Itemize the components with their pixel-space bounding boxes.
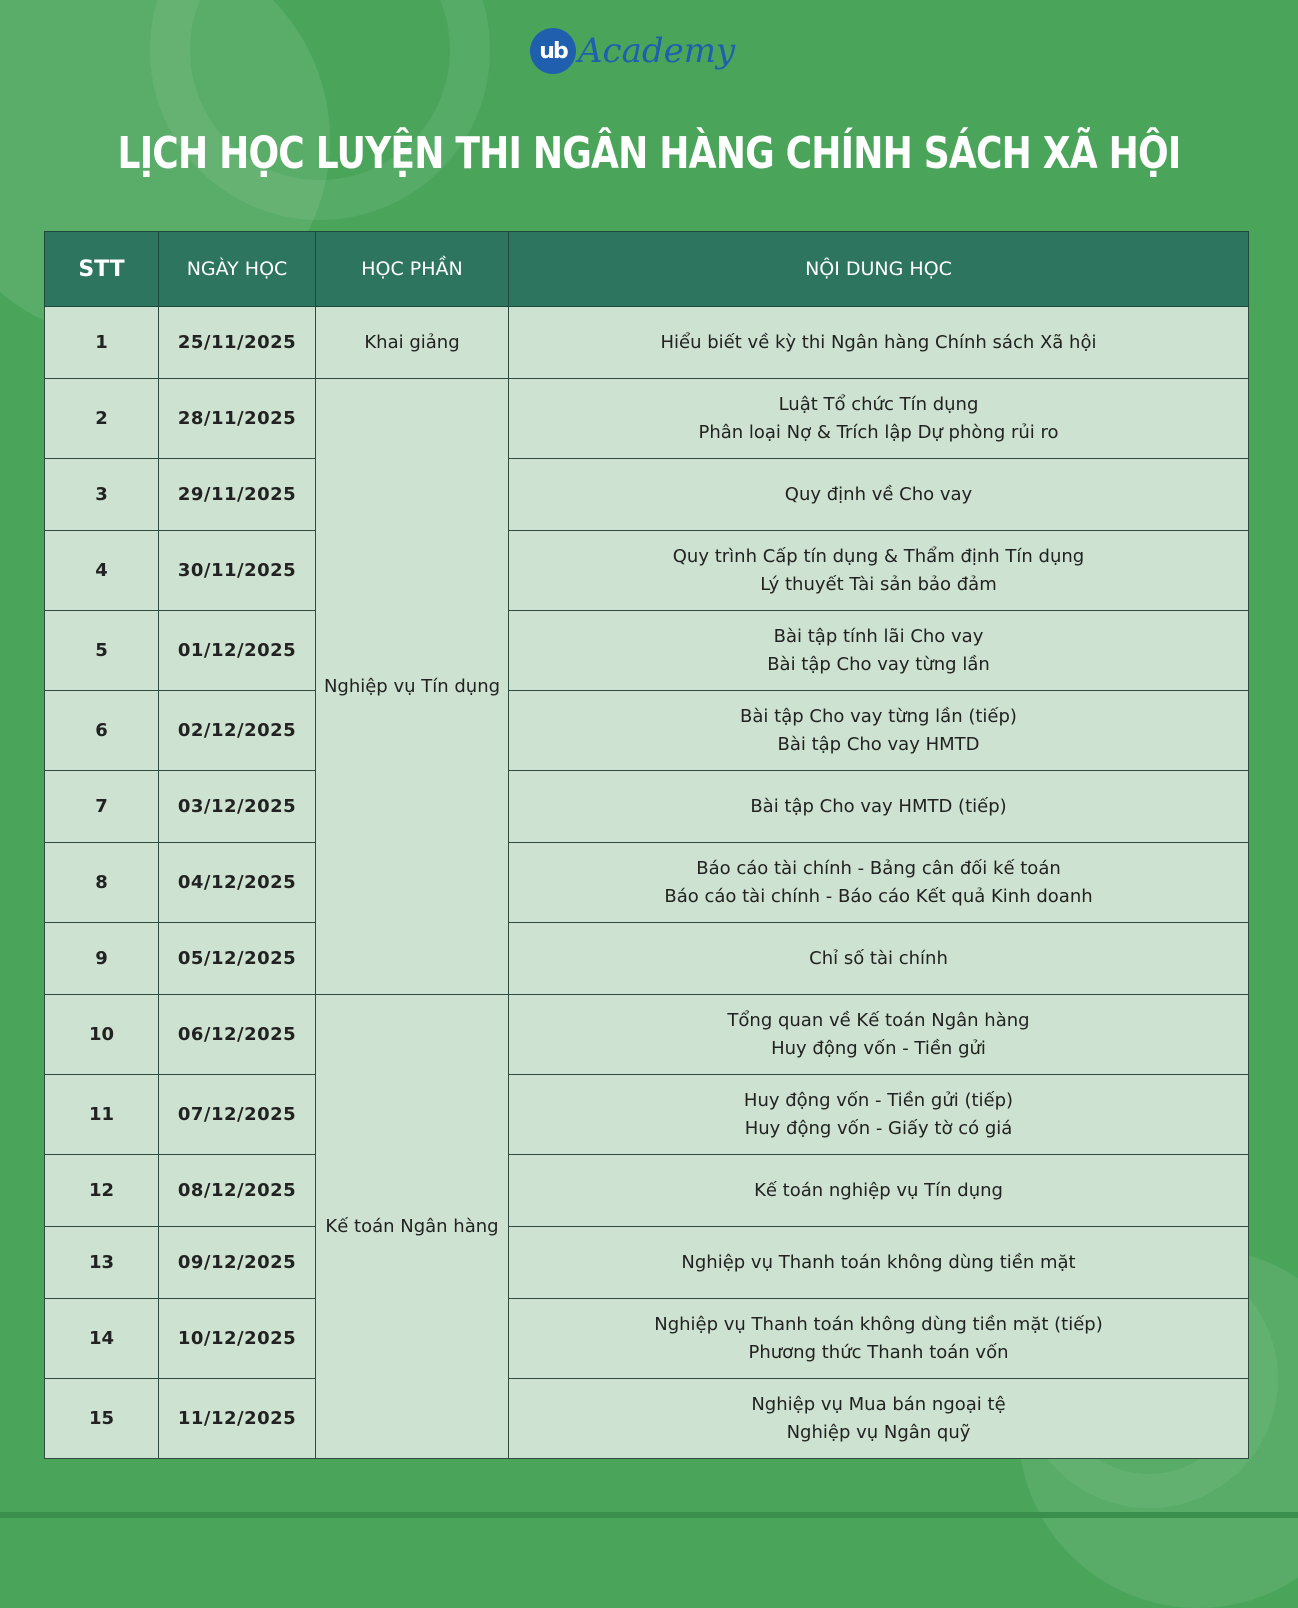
page-title: LỊCH HỌC LUYỆN THI NGÂN HÀNG CHÍNH SÁCH XÃ HỘI [117,128,1181,179]
row-content: Luật Tổ chức Tín dụng Phân loại Nợ & Trích lập Dự phòng rủi ro [509,379,1249,459]
row-date: 02/12/2025 [159,691,316,771]
row-content: Bài tập Cho vay HMTD (tiếp) [509,771,1249,843]
row-date: 09/12/2025 [159,1227,316,1299]
row-date: 01/12/2025 [159,611,316,691]
row-stt: 12 [45,1155,159,1227]
row-stt: 13 [45,1227,159,1299]
row-date: 30/11/2025 [159,531,316,611]
header-date: NGÀY HỌC [159,232,316,307]
header-content: NỘI DUNG HỌC [509,232,1249,307]
row-date: 06/12/2025 [159,995,316,1075]
row-content: Nghiệp vụ Thanh toán không dùng tiền mặt (tiếp) Phương thức Thanh toán vốn [509,1299,1249,1379]
table-row [45,379,1249,459]
row-content: Nghiệp vụ Thanh toán không dùng tiền mặt [509,1227,1249,1299]
table-row [45,1155,1249,1227]
row-date: 04/12/2025 [159,843,316,923]
table-row [45,1075,1249,1155]
table-row [45,1379,1249,1459]
table-row [45,307,1249,379]
row-module: Kế toán Ngân hàng [316,995,509,1459]
row-stt: 2 [45,379,159,459]
table-row [45,459,1249,531]
row-content: Quy định về Cho vay [509,459,1249,531]
logo-text: Academy [578,31,736,71]
row-date: 05/12/2025 [159,923,316,995]
row-content: Bài tập Cho vay từng lần (tiếp) Bài tập Cho vay HMTD [509,691,1249,771]
brand-logo [530,28,735,74]
row-content: Báo cáo tài chính - Bảng cân đối kế toán Báo cáo tài chính - Báo cáo Kết quả Kinh doanh [509,843,1249,923]
row-module: Nghiệp vụ Tín dụng [316,379,509,995]
background-decoration [150,0,490,220]
table-row [45,691,1249,771]
row-stt: 10 [45,995,159,1075]
table-row [45,843,1249,923]
row-content: Bài tập tính lãi Cho vay Bài tập Cho vay từng lần [509,611,1249,691]
row-stt: 14 [45,1299,159,1379]
logo-mark-icon: ub [530,28,576,74]
table-header-row [45,232,1249,307]
header-module: HỌC PHẦN [316,232,509,307]
row-date: 03/12/2025 [159,771,316,843]
row-stt: 8 [45,843,159,923]
row-content: Hiểu biết về kỳ thi Ngân hàng Chính sách Xã hội [509,307,1249,379]
row-content: Kế toán nghiệp vụ Tín dụng [509,1155,1249,1227]
table-row [45,1299,1249,1379]
row-date: 28/11/2025 [159,379,316,459]
row-content: Nghiệp vụ Mua bán ngoại tệ Nghiệp vụ Ngân quỹ [509,1379,1249,1459]
row-stt: 11 [45,1075,159,1155]
row-stt: 3 [45,459,159,531]
row-content: Quy trình Cấp tín dụng & Thẩm định Tín dụng Lý thuyết Tài sản bảo đảm [509,531,1249,611]
table-row [45,531,1249,611]
row-content: Tổng quan về Kế toán Ngân hàng Huy động vốn - Tiền gửi [509,995,1249,1075]
header-stt: STT [45,232,159,307]
bottom-strip [0,1512,1298,1518]
table-row [45,923,1249,995]
row-content: Chỉ số tài chính [509,923,1249,995]
schedule-table [44,231,1249,1459]
row-date: 11/12/2025 [159,1379,316,1459]
row-stt: 6 [45,691,159,771]
row-module: Khai giảng [316,307,509,379]
row-date: 10/12/2025 [159,1299,316,1379]
row-date: 08/12/2025 [159,1155,316,1227]
row-stt: 15 [45,1379,159,1459]
row-content: Huy động vốn - Tiền gửi (tiếp) Huy động vốn - Giấy tờ có giá [509,1075,1249,1155]
row-date: 29/11/2025 [159,459,316,531]
row-stt: 4 [45,531,159,611]
row-stt: 1 [45,307,159,379]
row-stt: 7 [45,771,159,843]
table-row [45,995,1249,1075]
row-date: 25/11/2025 [159,307,316,379]
row-stt: 5 [45,611,159,691]
table-row [45,611,1249,691]
table-row [45,1227,1249,1299]
table-row [45,771,1249,843]
row-date: 07/12/2025 [159,1075,316,1155]
row-stt: 9 [45,923,159,995]
